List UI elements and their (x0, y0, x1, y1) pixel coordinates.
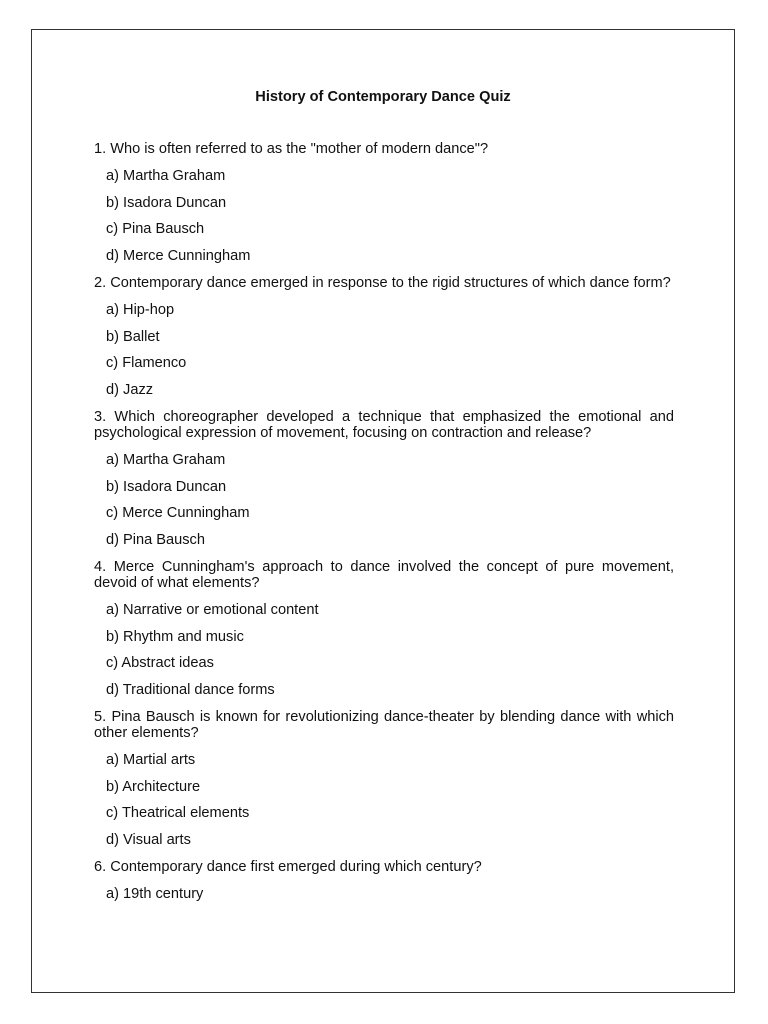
question-text: 6. Contemporary dance first emerged during which century? (94, 858, 482, 875)
option-d: d) Pina Bausch (106, 532, 205, 549)
option-a: a) Martha Graham (106, 167, 226, 184)
option-b: b) Isadora Duncan (106, 194, 227, 211)
option-list (94, 886, 674, 902)
question-1 (94, 141, 674, 264)
option-a: a) Martial arts (106, 751, 196, 768)
option-d: d) Merce Cunningham (106, 248, 251, 265)
quiz-title: History of Contemporary Dance Quiz (255, 89, 511, 105)
option-c: c) Theatrical elements (106, 805, 250, 822)
option-list (94, 452, 674, 548)
question-text: 1. Who is often referred to as the "mother of modern dance"? (94, 141, 489, 157)
option-a: a) Narrative or emotional content (106, 601, 319, 618)
option-b: b) Ballet (106, 328, 160, 345)
question-4 (94, 559, 674, 698)
option-c: c) Pina Bausch (106, 221, 205, 238)
question-list (94, 141, 674, 902)
question-text: 5. Pina Bausch is known for revolutionizing dance-theater by blending dance with which other elements? (94, 708, 674, 741)
option-list (94, 302, 674, 398)
option-b: b) Rhythm and music (106, 628, 244, 645)
option-c: c) Flamenco (106, 355, 187, 372)
option-c: c) Abstract ideas (106, 655, 214, 672)
option-list (94, 752, 674, 848)
option-list (94, 168, 674, 264)
option-c: c) Merce Cunningham (106, 505, 250, 522)
question-text: 4. Merce Cunningham's approach to dance involved the concept of pure movement, devoid of what elements? (94, 558, 674, 591)
option-b: b) Isadora Duncan (106, 478, 227, 495)
option-a: a) Hip-hop (106, 301, 175, 318)
question-2 (94, 275, 674, 398)
option-a: a) Martha Graham (106, 451, 226, 468)
question-6 (94, 859, 674, 902)
option-list (94, 602, 674, 698)
option-d: d) Jazz (106, 382, 154, 399)
option-a: a) 19th century (106, 885, 204, 902)
option-b: b) Architecture (106, 778, 201, 795)
page-frame (31, 29, 735, 993)
option-d: d) Visual arts (106, 832, 191, 849)
option-d: d) Traditional dance forms (106, 682, 275, 699)
question-text: 3. Which choreographer developed a technique that emphasized the emotional and psychological expression of movement, focusing on contraction and release? (94, 408, 674, 441)
question-text: 2. Contemporary dance emerged in response to the rigid structures of which dance form? (94, 274, 671, 291)
question-3 (94, 409, 674, 548)
question-5 (94, 709, 674, 848)
